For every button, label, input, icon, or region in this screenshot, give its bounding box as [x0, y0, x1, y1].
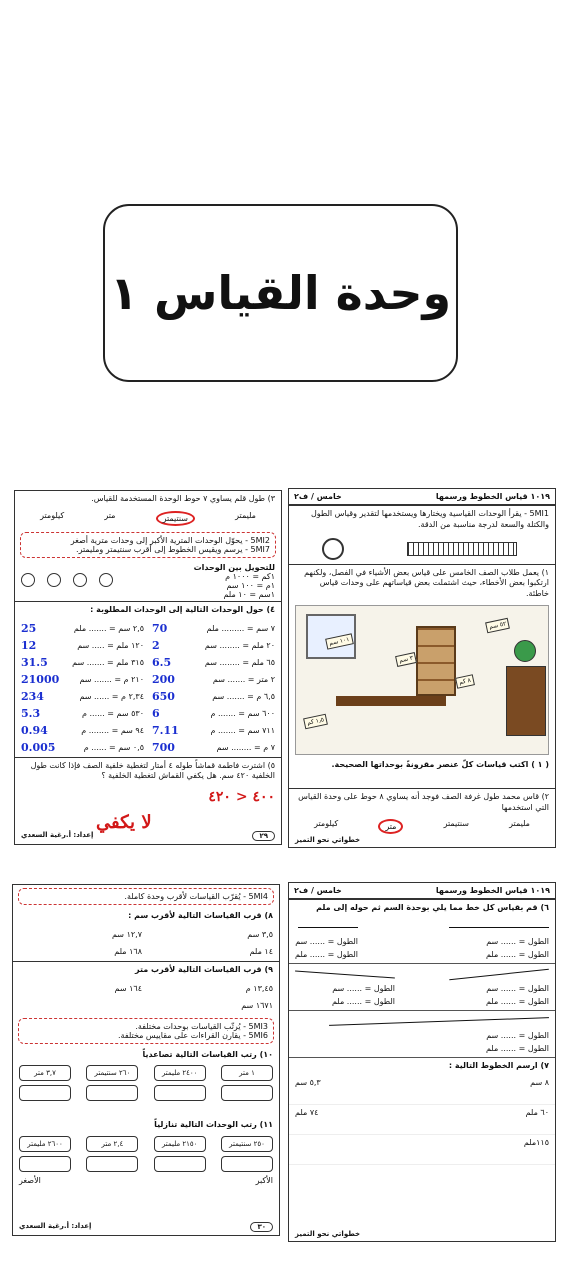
handwritten-answer: 6.5: [152, 655, 172, 669]
unit-option: متر: [104, 510, 116, 520]
worksheet-page-2-right: [288, 882, 556, 1242]
answer-box: [86, 1156, 138, 1172]
handwritten-answer: 700: [152, 740, 175, 754]
draw-item: ٥,٣ سم: [295, 1077, 321, 1087]
order-item: ٢٤٠٠ مليمتر: [154, 1065, 206, 1081]
exercise-item: ١٦٤ سم: [114, 983, 142, 993]
handwritten-answer: 7.11: [152, 723, 179, 737]
question-1-text: ١) يعمل طلاب الصف الخامس على قياس بعض الأشياء في الفصل، ولكنهم ارتكبوا بعض الأخطاء، حيث اشتملت بعض قياساتهم على وحدات قياس خاطئة.: [304, 567, 549, 599]
unit-option-circled: سنتيمتر: [156, 511, 195, 526]
answer-box: [154, 1085, 206, 1101]
sheet-footer: [295, 1230, 549, 1238]
order-item: ٢٦٠٠ مليمتر: [19, 1136, 71, 1152]
exercise-item: ٢ متر = ....... سم 200: [152, 672, 275, 686]
answer-box: [19, 1156, 71, 1172]
measure-line-block: الطول = ...... سم الطول = ...... ملم: [289, 1011, 555, 1058]
standards-box: [20, 532, 276, 558]
exercise-item: ٠,٥ سم = ...... م 0.005: [21, 740, 144, 754]
handwritten-answer: 12: [21, 638, 37, 652]
bookshelf-shape: [416, 626, 456, 696]
question-11-text: ١١) رتب الوحدات التالية تنازلياً: [154, 1120, 273, 1130]
measure-line: [329, 1011, 549, 1031]
measure-tag: ٨ كم: [455, 674, 475, 689]
exercise-item: ١٣,٤٥ م: [245, 983, 273, 993]
units-options: [15, 508, 281, 529]
conversion-exercises: [15, 619, 281, 757]
header-grade: خامس / ف٢: [294, 886, 342, 895]
page-number: ٢٩: [252, 831, 275, 841]
conversion-line: ١م = ١٠٠ سم: [226, 580, 275, 590]
page-number: ٣٠: [250, 1222, 273, 1232]
measure-tag: ٥٢ سم: [485, 618, 510, 634]
handwritten-answer: 21000: [21, 672, 60, 686]
standard-text: 5MI1 - يقرأ الوحدات القياسية ويختارها ويستخدمها لتقدير وقياس الطول والكتلة والسعة لدرجة مناسبة من الدقة.: [310, 509, 549, 529]
order-labels: [13, 1174, 279, 1187]
exercise-item: ٢,٥ سم = ....... ملم 25: [21, 621, 144, 635]
standard-text: 5MI2 - يحوّل الوحدات المترية الأكبر إلى وحدات مترية أصغر: [70, 535, 270, 545]
handwritten-answer: 31.5: [21, 655, 48, 669]
answer-box: [221, 1156, 273, 1172]
globe-icon: [514, 640, 536, 662]
sheet-header: [289, 883, 555, 900]
unit-option: كيلومتر: [40, 510, 65, 520]
conversion-line: ١كم = ١٠٠٠ م: [225, 571, 275, 581]
measure-line-block: الطول = ...... سم الطول = ...... ملم الطول = ...... سم الطول = ...... ملم: [289, 917, 555, 964]
answer-boxes: [13, 1083, 279, 1103]
footer-label: خطواتي نحو التميز: [295, 836, 361, 844]
measure-tag: ١٫٥ كم: [303, 714, 328, 730]
exercise-item: ٦٠٠ سم = ....... م 6: [152, 706, 275, 720]
conversion-title: للتحويل بين الوحدات: [193, 562, 275, 572]
measure-line: [449, 963, 550, 985]
footer-label: خطواتي نحو التميز: [295, 1230, 361, 1238]
handwritten-answer: 234: [21, 689, 44, 703]
question-8-text: ٨) قرب القياسات التالية لأقرب سم :: [128, 911, 273, 920]
measure-line-block: الطول = ...... سم الطول = ...... ملم الطول = ...... سم الطول = ...... ملم: [289, 964, 555, 1011]
exercise-item: ٧١١ سم = ....... م 7.11: [152, 723, 275, 737]
measure-tag: ١٠١ سم: [325, 633, 353, 649]
question-5-text: ٥) اشترت فاطمة قماشاً طوله ٤ أمتار لتغطية خلفية الصف فإذا كانت طول الخلفية ٤٢٠ سم. هل يكفي القماش لتغطية الخلفية ؟: [30, 760, 275, 781]
exercise-item: ٩٤ سم = ........ م 0.94: [21, 723, 144, 737]
handwritten-red-answer-2: لا يكفي: [96, 812, 152, 833]
conversion-line: ١سم = ١٠ ملم: [223, 589, 275, 599]
footer-author: إعداد: أ.رغية السعدي: [21, 831, 94, 839]
worksheet-page-1-right: [288, 488, 556, 848]
handwritten-red-answer: ٤٠٠ < ٤٢٠: [208, 789, 275, 806]
handwritten-answer: 0.005: [21, 740, 56, 754]
order-label: الأكبر: [255, 1176, 273, 1186]
classroom-illustration: [295, 605, 549, 755]
question-6-text: ٦) قم بقياس كل خط مما يلي بوحدة السم ثم حوله إلى ملم: [316, 903, 549, 912]
order-item: ٢٥٠ سنتيمتر: [221, 1136, 273, 1152]
draw-lines-list: [289, 1075, 555, 1165]
exercise-item: ٥٣٠ سم = ...... م 5.3: [21, 706, 144, 720]
footer-author: إعداد: أ.رغية السعدي: [19, 1222, 92, 1230]
exercise-item: ٣١٥ ملم = ....... سم 31.5: [21, 655, 144, 669]
worksheet-page-2-left: [12, 884, 280, 1236]
answer-box: [221, 1085, 273, 1101]
draw-item: ١١٥ملم: [523, 1137, 549, 1147]
exercise-item: ٣,٥ سم: [247, 929, 273, 939]
measure-line: [295, 964, 396, 983]
header-title: ١٠١٩ قياس الخطوط ورسمها: [435, 886, 550, 895]
draw-item: ٨ سم: [530, 1077, 549, 1087]
conversion-diagram: [21, 563, 131, 599]
rounding-items: [13, 925, 279, 961]
question-7-text: ٧) ارسم الخطوط التالية :: [448, 1060, 549, 1070]
exercise-item: ٢,٣٤ م = ...... سم 234: [21, 689, 144, 703]
order-label: الأصغر: [19, 1176, 41, 1186]
header-grade: خامس / ف٢: [294, 492, 342, 501]
order-items: [13, 1134, 279, 1154]
exercise-item: ٦,٥ م = ....... سم 650: [152, 689, 275, 703]
question-4-text: ٤) حول الوحدات التالية إلى الوحدات المطلوبة :: [90, 604, 275, 614]
order-item: ٣,٧ متر: [19, 1065, 71, 1081]
answer-boxes: [13, 1154, 279, 1174]
ruler-icon: [407, 542, 517, 556]
order-item: ١ متر: [221, 1065, 273, 1081]
handwritten-answer: 70: [152, 621, 168, 635]
order-items: [13, 1063, 279, 1083]
exercise-item: ٧ سم = ......... ملم 70: [152, 621, 275, 635]
standard-text: 5MI7 - يرسم ويقيس الخطوط إلى أقرب سنتيمتر ومليمتر.: [76, 544, 270, 554]
order-item: ٢١٥٠ مليمتر: [154, 1136, 206, 1152]
handwritten-answer: 650: [152, 689, 175, 703]
measure-line: [449, 921, 549, 933]
question-9-text: ٩) قرب القياسات التالية لأقرب متر: [135, 964, 273, 974]
cover-title-box: [103, 204, 458, 382]
exercise-item: ١٢٠ ملم = ..... سم 12: [21, 638, 144, 652]
rounding-items: [13, 979, 279, 1015]
handwritten-answer: 6: [152, 706, 160, 720]
unit-option: كيلومتر: [314, 819, 339, 829]
rulers-illustration: [289, 534, 555, 564]
sheet-footer: [295, 836, 549, 844]
desk-shape: [336, 696, 446, 706]
question-10-text: ١٠) رتب القياسات التالية تصاعدياً: [142, 1049, 273, 1059]
exercise-item: ٦٥ ملم = ........ سم 6.5: [152, 655, 275, 669]
measure-tag: ٣ سم: [395, 652, 417, 667]
exercise-item: ٢١٠ م = ....... سم 21000: [21, 672, 144, 686]
order-item: ٢٦٠ سنتيمتر: [86, 1065, 138, 1081]
question-2-text: ٢) قاس محمد طول غرفة الصف فوجد أنه يساوي ٨ حوط على وحدة القياس التي استخدمها: [298, 791, 549, 812]
exercise-item: ٧ م = ........ سم 700: [152, 740, 275, 754]
exercise-item: ١٤ ملم: [249, 946, 273, 956]
worksheet-page-1-left: [14, 490, 282, 845]
exercise-item: ١٦٧١ سم: [241, 1000, 273, 1010]
unit-option-circled: متر: [378, 819, 403, 834]
handwritten-answer: 2: [152, 638, 160, 652]
units-options: [289, 816, 555, 837]
draw-item: ٦٠ ملم: [525, 1107, 549, 1117]
exercise-item: ١٢,٧ سم: [111, 929, 142, 939]
answer-box: [154, 1156, 206, 1172]
answer-box: [86, 1085, 138, 1101]
header-title: ١٠١٩ قياس الخطوط ورسمها: [435, 492, 550, 501]
measure-line: [298, 921, 358, 933]
question-3-text: ٣) طول قلم يساوي ٧ حوط الوحدة المستخدمة للقياس.: [91, 494, 275, 503]
unit-option: مليمتر: [235, 510, 256, 520]
handwritten-answer: 5.3: [21, 706, 41, 720]
exercise-item: ١٦٨ ملم: [114, 946, 142, 956]
unit-option: سنتيمتر: [443, 819, 469, 829]
standards-box: 5MI4 - يُقرّب القياسات لأقرب وحدة كاملة.: [18, 888, 274, 905]
cover-title: وحدة القياس ١: [109, 266, 452, 320]
unit-option: مليمتر: [509, 819, 530, 829]
order-item: ٢,٤ متر: [86, 1136, 138, 1152]
handwritten-answer: 200: [152, 672, 175, 686]
cabinet-shape: [506, 666, 546, 736]
tape-measure-icon: [322, 538, 344, 560]
question-1b-text: ( ١ ) اكتب قياسات كلّ عنصر مقرونةً بوحداتها الصحيحة.: [331, 759, 549, 769]
exercise-item: ٢٠ ملم = ........ سم 2: [152, 638, 275, 652]
draw-item: ٧٤ ملم: [295, 1107, 319, 1117]
handwritten-answer: 25: [21, 621, 37, 635]
answer-box: [19, 1085, 71, 1101]
sheet-footer: [19, 1222, 273, 1232]
sheet-header: [289, 489, 555, 506]
standards-box: 5MI3 - يُرتّب القياسات بوحدات مختلفة. 5MI6 - يقارن القراءات على مقاييس مختلفة.: [18, 1018, 274, 1044]
handwritten-answer: 0.94: [21, 723, 48, 737]
